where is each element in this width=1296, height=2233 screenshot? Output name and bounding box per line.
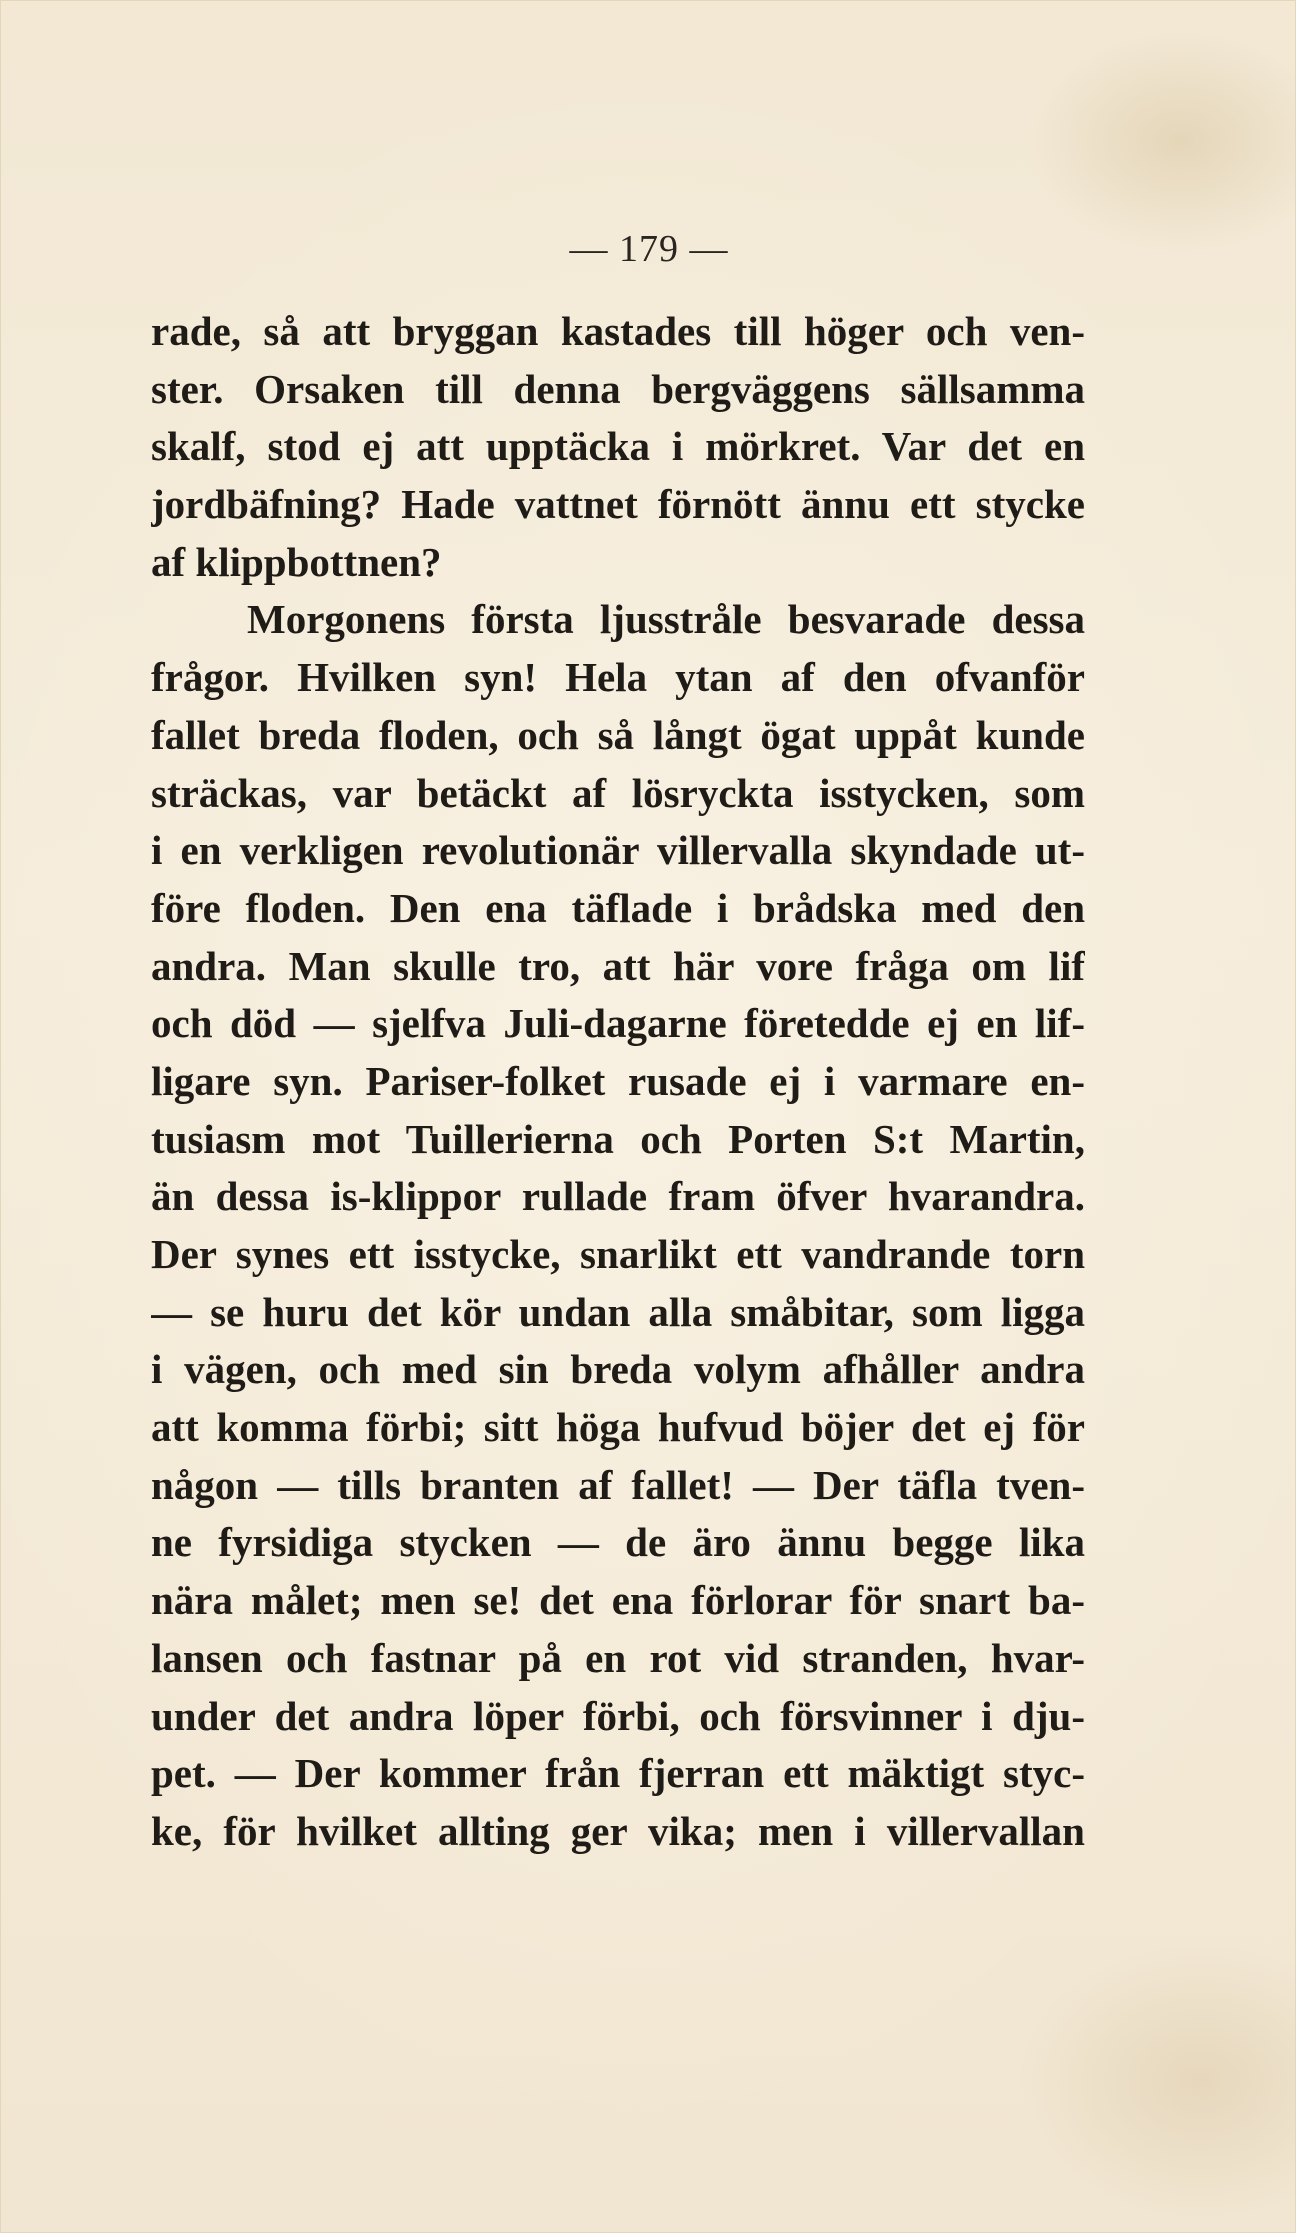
body-text [151, 303, 1085, 1861]
text-line: Morgonens första ljusstråle besvarade dessa [247, 596, 1085, 643]
text-line: Der synes ett isstycke, snarlikt ett vandrande torn [151, 1231, 1085, 1277]
text-line: att komma förbi; sitt höga hufvud böjer det ej för [151, 1404, 1085, 1451]
text-line: fallet breda floden, och så långt ögat uppåt kunde [151, 711, 1085, 758]
text-line: pet. — Der kommer från fjerran ett mäktigt styc- [151, 1750, 1085, 1797]
text-line: skalf, stod ej att upptäcka i mörkret. Var det en [151, 423, 1085, 470]
text-line: frågor. Hvilken syn! Hela ytan af den ofvanför [151, 654, 1085, 701]
text-line: sträckas, var betäckt af lösryckta isstycken, som [151, 769, 1085, 816]
text-line: ne fyrsidiga stycken — de äro ännu begge lika [151, 1519, 1085, 1566]
text-line: under det andra löper förbi, och försvinner i dju- [151, 1692, 1085, 1739]
text-line: af klippbottnen? [151, 538, 442, 585]
text-line: jordbäfning? Hade vattnet förnött ännu ett stycke [151, 481, 1085, 528]
text-line: nära målet; men se! det ena förlorar för snart ba- [151, 1577, 1085, 1624]
text-line: tusiasm mot Tuillerierna och Porten S:t Martin, [151, 1115, 1085, 1162]
text-line: i en verkligen revolutionär villervalla skyndade ut- [151, 827, 1085, 874]
text-line: i vägen, och med sin breda volym afhåller andra [151, 1346, 1085, 1393]
text-line: ligare syn. Pariser-folket rusade ej i varmare en- [151, 1057, 1085, 1104]
text-line: rade, så att bryggan kastades till höger och ven- [151, 308, 1085, 354]
text-line: än dessa is-klippor rullade fram öfver hvarandra. [151, 1173, 1085, 1220]
text-line: före floden. Den ena täflade i brådska med den [151, 884, 1085, 931]
text-line: ke, för hvilket allting ger vika; men i villervallan [151, 1807, 1085, 1854]
text-line: ster. Orsaken till denna bergväggens sällsamma [151, 365, 1085, 412]
page-number: — 179 — [569, 228, 729, 270]
text-line: andra. Man skulle tro, att här vore fråga om lif [151, 942, 1085, 989]
text-line: någon — tills branten af fallet! — Der täfla tven- [151, 1461, 1085, 1508]
text-line: — se huru det kör undan alla småbitar, som ligga [151, 1288, 1085, 1335]
text-line: och död — sjelfva Juli-dagarne företedde ej en lif- [151, 1000, 1085, 1047]
text-line: lansen och fastnar på en rot vid stranden, hvar- [151, 1634, 1085, 1681]
